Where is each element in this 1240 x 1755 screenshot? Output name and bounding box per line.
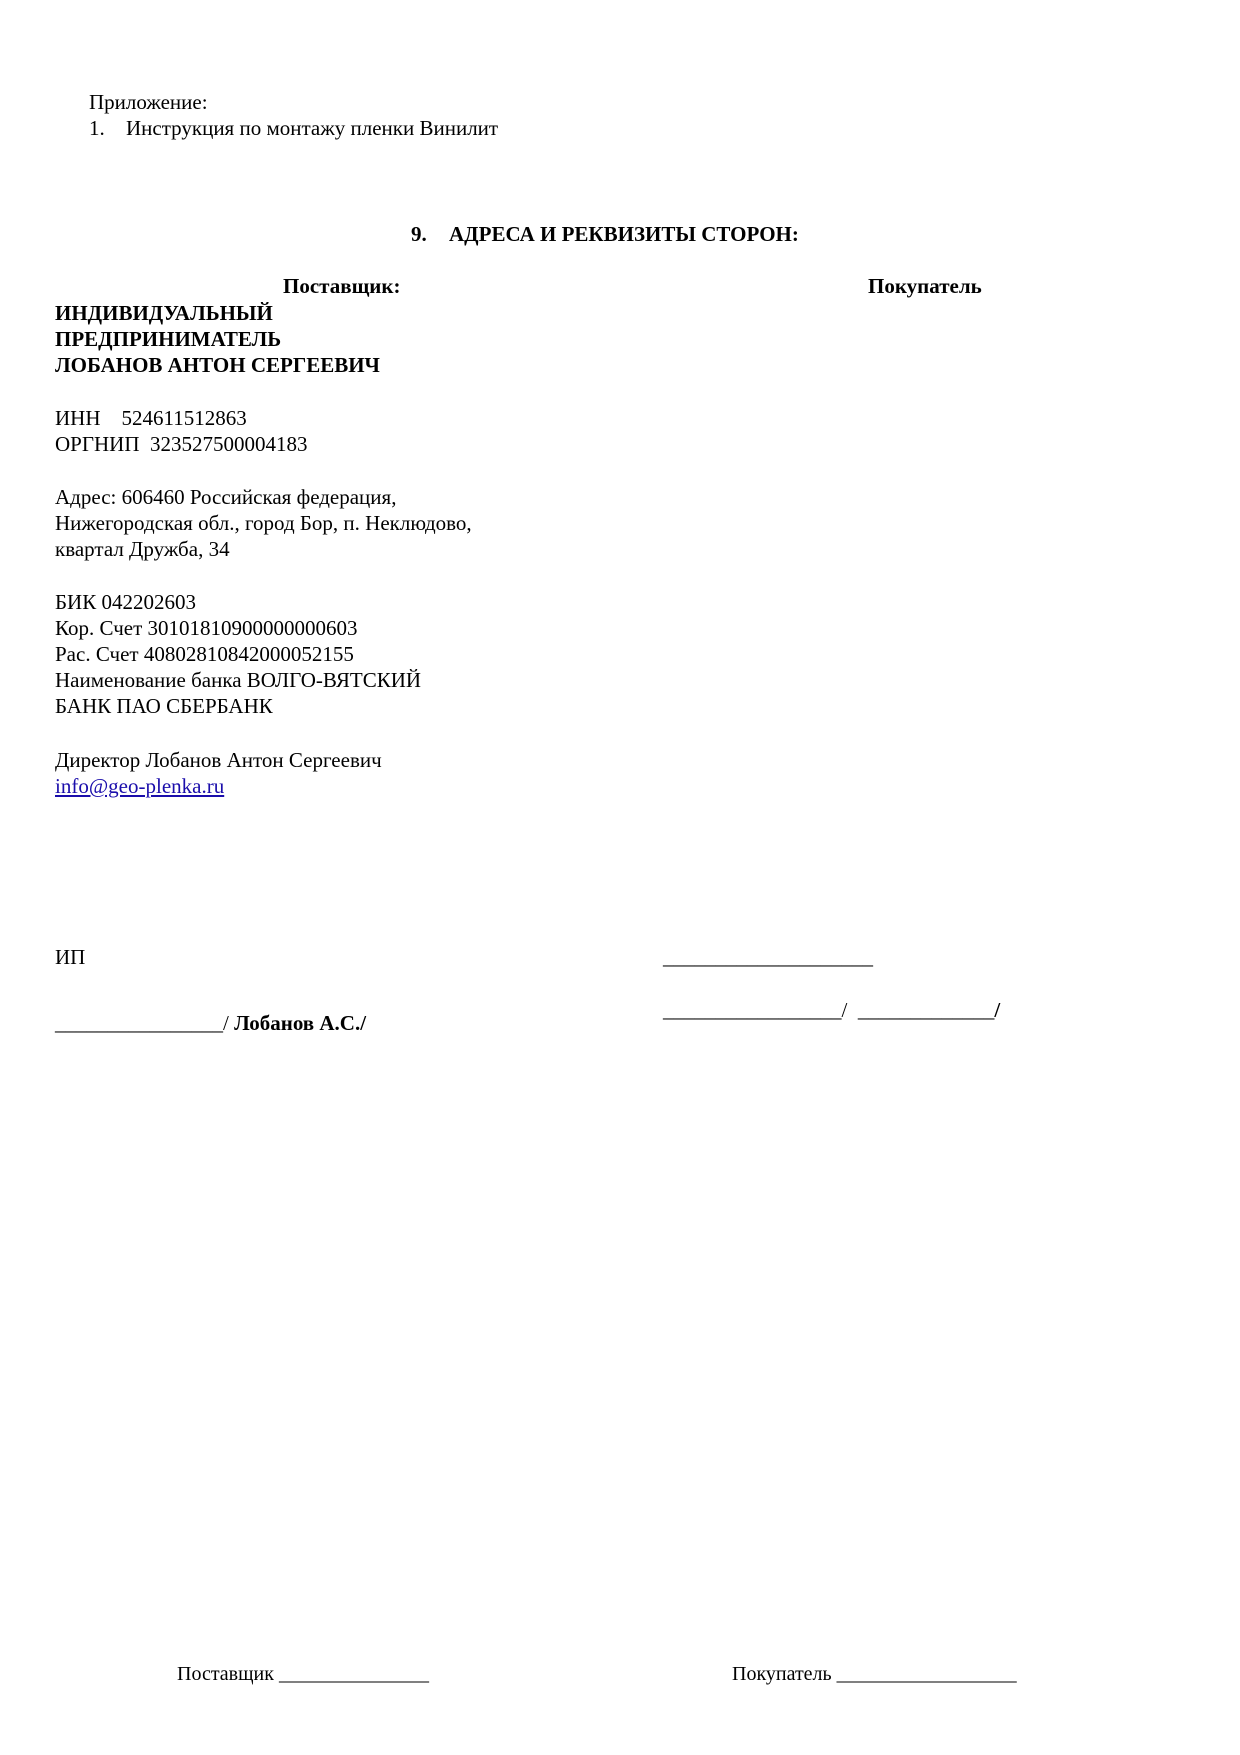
supplier-signature [55,1010,366,1036]
supplier-name-line: ЛОБАНОВ АНТОН СЕРГЕЕВИЧ [55,353,380,377]
supplier-bank-name: Наименование банка ВОЛГО-ВЯТСКИЙ [55,668,422,692]
supplier-name-line: ИНДИВИДУАЛЬНЫЙ [55,301,273,325]
supplier-director: Директор Лобанов Антон Сергеевич [55,748,382,772]
appendix-item [89,115,498,141]
supplier-bank-details [55,589,421,719]
supplier-settlement-account: Рас. Счет 40802810842000052155 [55,642,354,666]
section-title: АДРЕСА И РЕКВИЗИТЫ СТОРОН: [449,222,799,246]
supplier-address-line: Адрес: 606460 Российская федерация, [55,485,397,509]
appendix-item-number: 1. [89,116,105,140]
buyer-sign-line-1: ____________________ [663,945,873,969]
supplier-ogrnip: ОРГНИП 323527500004183 [55,432,308,456]
section-number: 9. [411,222,427,246]
buyer-heading: Покупатель [868,274,982,298]
appendix-label: Приложение: [89,90,208,114]
supplier-inn: ИНН 524611512863 [55,406,247,430]
supplier-corr-account: Кор. Счет 30101810900000000603 [55,616,358,640]
footer-supplier-signature: Поставщик _______________ [177,1663,429,1685]
supplier-name-line: ПРЕДПРИНИМАТЕЛЬ [55,327,282,351]
supplier-bank-name-cont: БАНК ПАО СБЕРБАНК [55,694,273,718]
supplier-address-line: Нижегородская обл., город Бор, п. Неклюдово, [55,511,472,535]
supplier-email-link[interactable]: info@geo-plenka.ru [55,774,225,798]
supplier-address-line: квартал Дружба, 34 [55,537,230,561]
supplier-bik: БИК 042202603 [55,590,196,614]
buyer-sign-tail: / [994,998,1001,1022]
supplier-sign-label: ИП [55,945,86,969]
buyer-signature [663,997,1000,1023]
buyer-sign-blank: _________________/ _____________ [663,998,995,1022]
supplier-sign-blank: ________________/ [55,1011,229,1035]
supplier-name [55,300,380,378]
section-heading [411,221,799,247]
footer-buyer-signature: Покупатель __________________ [732,1663,1017,1685]
supplier-heading: Поставщик: [283,274,401,298]
supplier-sign-name: Лобанов А.С./ [228,1011,367,1035]
appendix-item-text: Инструкция по монтажу пленки Винилит [126,116,499,140]
supplier-address [55,484,472,562]
